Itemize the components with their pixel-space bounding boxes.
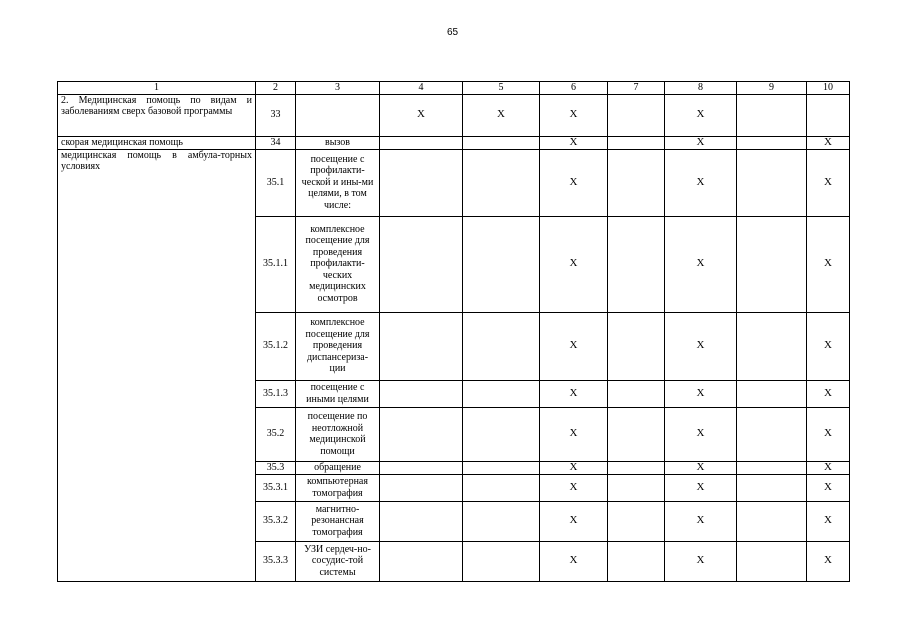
value-cell — [737, 461, 807, 474]
value-cell: Х — [665, 149, 737, 216]
unit-cell: обращение — [296, 461, 380, 474]
header-cell: 8 — [665, 82, 737, 95]
row-code: 35.1.3 — [256, 380, 296, 407]
value-cell — [737, 474, 807, 501]
row-code: 35.3.1 — [256, 474, 296, 501]
value-cell: Х — [540, 380, 608, 407]
value-cell — [737, 216, 807, 312]
value-cell — [608, 216, 665, 312]
header-cell: 1 — [58, 82, 256, 95]
value-cell — [608, 541, 665, 581]
value-cell — [463, 312, 540, 380]
value-cell: Х — [540, 541, 608, 581]
header-cell: 9 — [737, 82, 807, 95]
value-cell — [380, 216, 463, 312]
value-cell — [463, 216, 540, 312]
row-title: скорая медицинская помощь — [58, 136, 256, 149]
value-cell: Х — [540, 501, 608, 541]
row-code: 34 — [256, 136, 296, 149]
page-number: 65 — [446, 27, 459, 38]
value-cell — [608, 312, 665, 380]
value-cell: Х — [807, 461, 850, 474]
data-table — [57, 81, 850, 582]
value-cell — [737, 380, 807, 407]
value-cell — [807, 94, 850, 136]
value-cell — [463, 149, 540, 216]
value-cell: Х — [540, 407, 608, 461]
value-cell — [380, 501, 463, 541]
value-cell: Х — [665, 380, 737, 407]
table-row — [58, 94, 850, 136]
value-cell: Х — [540, 136, 608, 149]
row-code: 35.3.3 — [256, 541, 296, 581]
value-cell — [737, 501, 807, 541]
unit-cell: комплексное посещение для проведения диспансериза-ции — [296, 312, 380, 380]
value-cell — [463, 501, 540, 541]
unit-cell: УЗИ сердеч-но-сосудис-той системы — [296, 541, 380, 581]
value-cell: Х — [463, 94, 540, 136]
value-cell: Х — [807, 136, 850, 149]
value-cell — [737, 94, 807, 136]
unit-cell: посещение по неотложной медицинской помощи — [296, 407, 380, 461]
value-cell: Х — [540, 312, 608, 380]
unit-cell: посещение с иными целями — [296, 380, 380, 407]
value-cell — [737, 541, 807, 581]
value-cell: Х — [665, 474, 737, 501]
value-cell — [737, 136, 807, 149]
value-cell: Х — [540, 461, 608, 474]
value-cell — [380, 380, 463, 407]
value-cell: Х — [665, 136, 737, 149]
value-cell: Х — [807, 541, 850, 581]
value-cell — [608, 461, 665, 474]
row-code: 35.1 — [256, 149, 296, 216]
value-cell: Х — [665, 461, 737, 474]
value-cell — [608, 501, 665, 541]
value-cell — [463, 380, 540, 407]
section-title: медицинская помощь в амбула-торных условиях — [58, 149, 256, 581]
unit-cell: компьютерная томография — [296, 474, 380, 501]
value-cell — [380, 474, 463, 501]
row-code: 35.3 — [256, 461, 296, 474]
value-cell: Х — [380, 94, 463, 136]
value-cell — [608, 407, 665, 461]
header-cell: 5 — [463, 82, 540, 95]
value-cell: Х — [807, 380, 850, 407]
row-code: 35.2 — [256, 407, 296, 461]
value-cell — [608, 474, 665, 501]
value-cell — [737, 149, 807, 216]
header-cell: 2 — [256, 82, 296, 95]
header-cell: 4 — [380, 82, 463, 95]
table-row — [58, 149, 850, 216]
row-title: 2. Медицинская помощь по видам и заболеваниям сверх базовой программы — [58, 94, 256, 136]
value-cell — [380, 136, 463, 149]
value-cell: Х — [665, 312, 737, 380]
value-cell: Х — [807, 216, 850, 312]
value-cell: Х — [540, 474, 608, 501]
value-cell: Х — [807, 501, 850, 541]
value-cell — [463, 474, 540, 501]
value-cell — [608, 149, 665, 216]
value-cell: Х — [665, 501, 737, 541]
value-cell: Х — [665, 541, 737, 581]
value-cell — [380, 461, 463, 474]
unit-cell: вызов — [296, 136, 380, 149]
value-cell: Х — [807, 149, 850, 216]
value-cell — [463, 461, 540, 474]
header-cell: 10 — [807, 82, 850, 95]
row-code: 35.3.2 — [256, 501, 296, 541]
value-cell: Х — [540, 216, 608, 312]
value-cell: Х — [665, 216, 737, 312]
value-cell — [608, 94, 665, 136]
value-cell — [463, 407, 540, 461]
value-cell — [608, 380, 665, 407]
value-cell: Х — [665, 94, 737, 136]
unit-cell: посещение с профилакти-ческой и ины-ми целями, в том числе: — [296, 149, 380, 216]
unit-cell: комплексное посещение для проведения профилакти-ческих медицинских осмотров — [296, 216, 380, 312]
header-cell: 3 — [296, 82, 380, 95]
header-cell: 7 — [608, 82, 665, 95]
value-cell — [380, 312, 463, 380]
row-code: 33 — [256, 94, 296, 136]
value-cell: Х — [665, 407, 737, 461]
table-row — [58, 136, 850, 149]
value-cell — [463, 541, 540, 581]
header-cell: 6 — [540, 82, 608, 95]
value-cell: Х — [807, 312, 850, 380]
value-cell: Х — [807, 407, 850, 461]
value-cell — [380, 541, 463, 581]
value-cell — [737, 407, 807, 461]
value-cell: Х — [807, 474, 850, 501]
unit-cell: магнитно-резонансная томография — [296, 501, 380, 541]
value-cell — [380, 407, 463, 461]
value-cell: Х — [540, 94, 608, 136]
value-cell — [380, 149, 463, 216]
value-cell — [608, 136, 665, 149]
row-code: 35.1.2 — [256, 312, 296, 380]
value-cell — [463, 136, 540, 149]
unit-cell — [296, 94, 380, 136]
value-cell — [737, 312, 807, 380]
header-row — [58, 82, 850, 95]
value-cell: Х — [540, 149, 608, 216]
row-code: 35.1.1 — [256, 216, 296, 312]
